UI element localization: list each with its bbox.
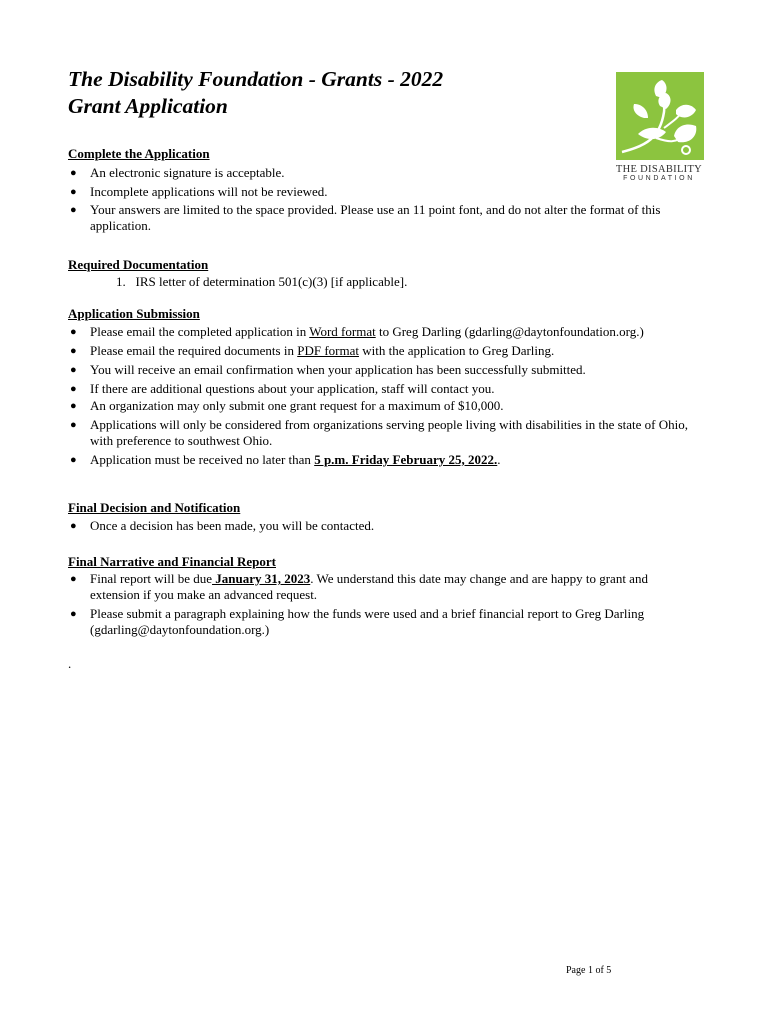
list-item: ● An organization may only submit one grant request for a maximum of $10,000. — [70, 398, 504, 413]
list-item: ● You will receive an email confirmation when your application has been successfully submitted. — [70, 362, 586, 377]
narrative-list — [68, 571, 698, 641]
narrative-heading: Final Narrative and Financial Report — [68, 554, 276, 569]
list-item: ● Application must be received no later than 5 p.m. Friday February 25, 2022.. — [70, 452, 501, 467]
list-item: ● If there are additional questions about your application, staff will contact you. — [70, 381, 495, 396]
submission-list — [68, 324, 708, 471]
list-item: ● Please email the completed application in Word format to Greg Darling (gdarling@daytonfoundation.org.) — [70, 324, 644, 339]
title-line-2: Grant Application — [68, 94, 228, 118]
complete-heading: Complete the Application — [68, 146, 210, 161]
required-item: 1. IRS letter of determination 501(c)(3) [if applicable]. — [116, 274, 408, 289]
word-format-link[interactable]: Word format — [309, 324, 376, 339]
list-item: ● Once a decision has been made, you will be contacted. — [70, 518, 375, 533]
stray-period: . — [68, 656, 72, 671]
page-number: Page 1 of 5 — [566, 965, 612, 976]
complete-list-cont — [68, 202, 708, 237]
list-item: ● An electronic signature is acceptable. — [70, 165, 285, 180]
logo-name-line-1: THE DISABILITY — [615, 164, 703, 175]
required-heading: Required Documentation — [68, 257, 209, 272]
decision-list — [68, 518, 708, 537]
list-item: ● Your answers are limited to the space provided. Please use an 11 point font, and do not alter the format of this application. — [70, 202, 661, 233]
logo-leaf-icon — [616, 72, 704, 160]
foundation-logo — [612, 72, 706, 182]
pdf-format-link[interactable]: PDF format — [297, 343, 359, 358]
title-line-1: The Disability Foundation - Grants - 2022 — [68, 67, 444, 91]
logo-name-line-2: FOUNDATION — [623, 175, 695, 182]
list-item: ● Applications will only be considered from organizations serving people living with disabilities in the state of Ohio, with preference to southwest Ohio. — [70, 417, 689, 448]
leaf-graphic — [616, 72, 704, 160]
list-item: ● Final report will be due January 31, 2023. We understand this date may change and are happy to grant and extension if you make an advanced request. — [70, 571, 648, 602]
deadline-date: 5 p.m. Friday February 25, 2022. — [314, 452, 498, 467]
list-item: ● Incomplete applications will not be reviewed. — [70, 184, 328, 199]
document-title — [68, 66, 443, 120]
list-item: ● Please email the required documents in PDF format with the application to Greg Darling. — [70, 343, 555, 358]
submission-heading: Application Submission — [68, 306, 200, 321]
complete-list — [68, 165, 608, 203]
report-due-date: January 31, 2023 — [212, 571, 311, 586]
list-item: ● Please submit a paragraph explaining how the funds were used and a brief financial report to Greg Darling (gdarling@daytonfoundation.org.) — [70, 606, 645, 637]
decision-heading: Final Decision and Notification — [68, 500, 241, 515]
